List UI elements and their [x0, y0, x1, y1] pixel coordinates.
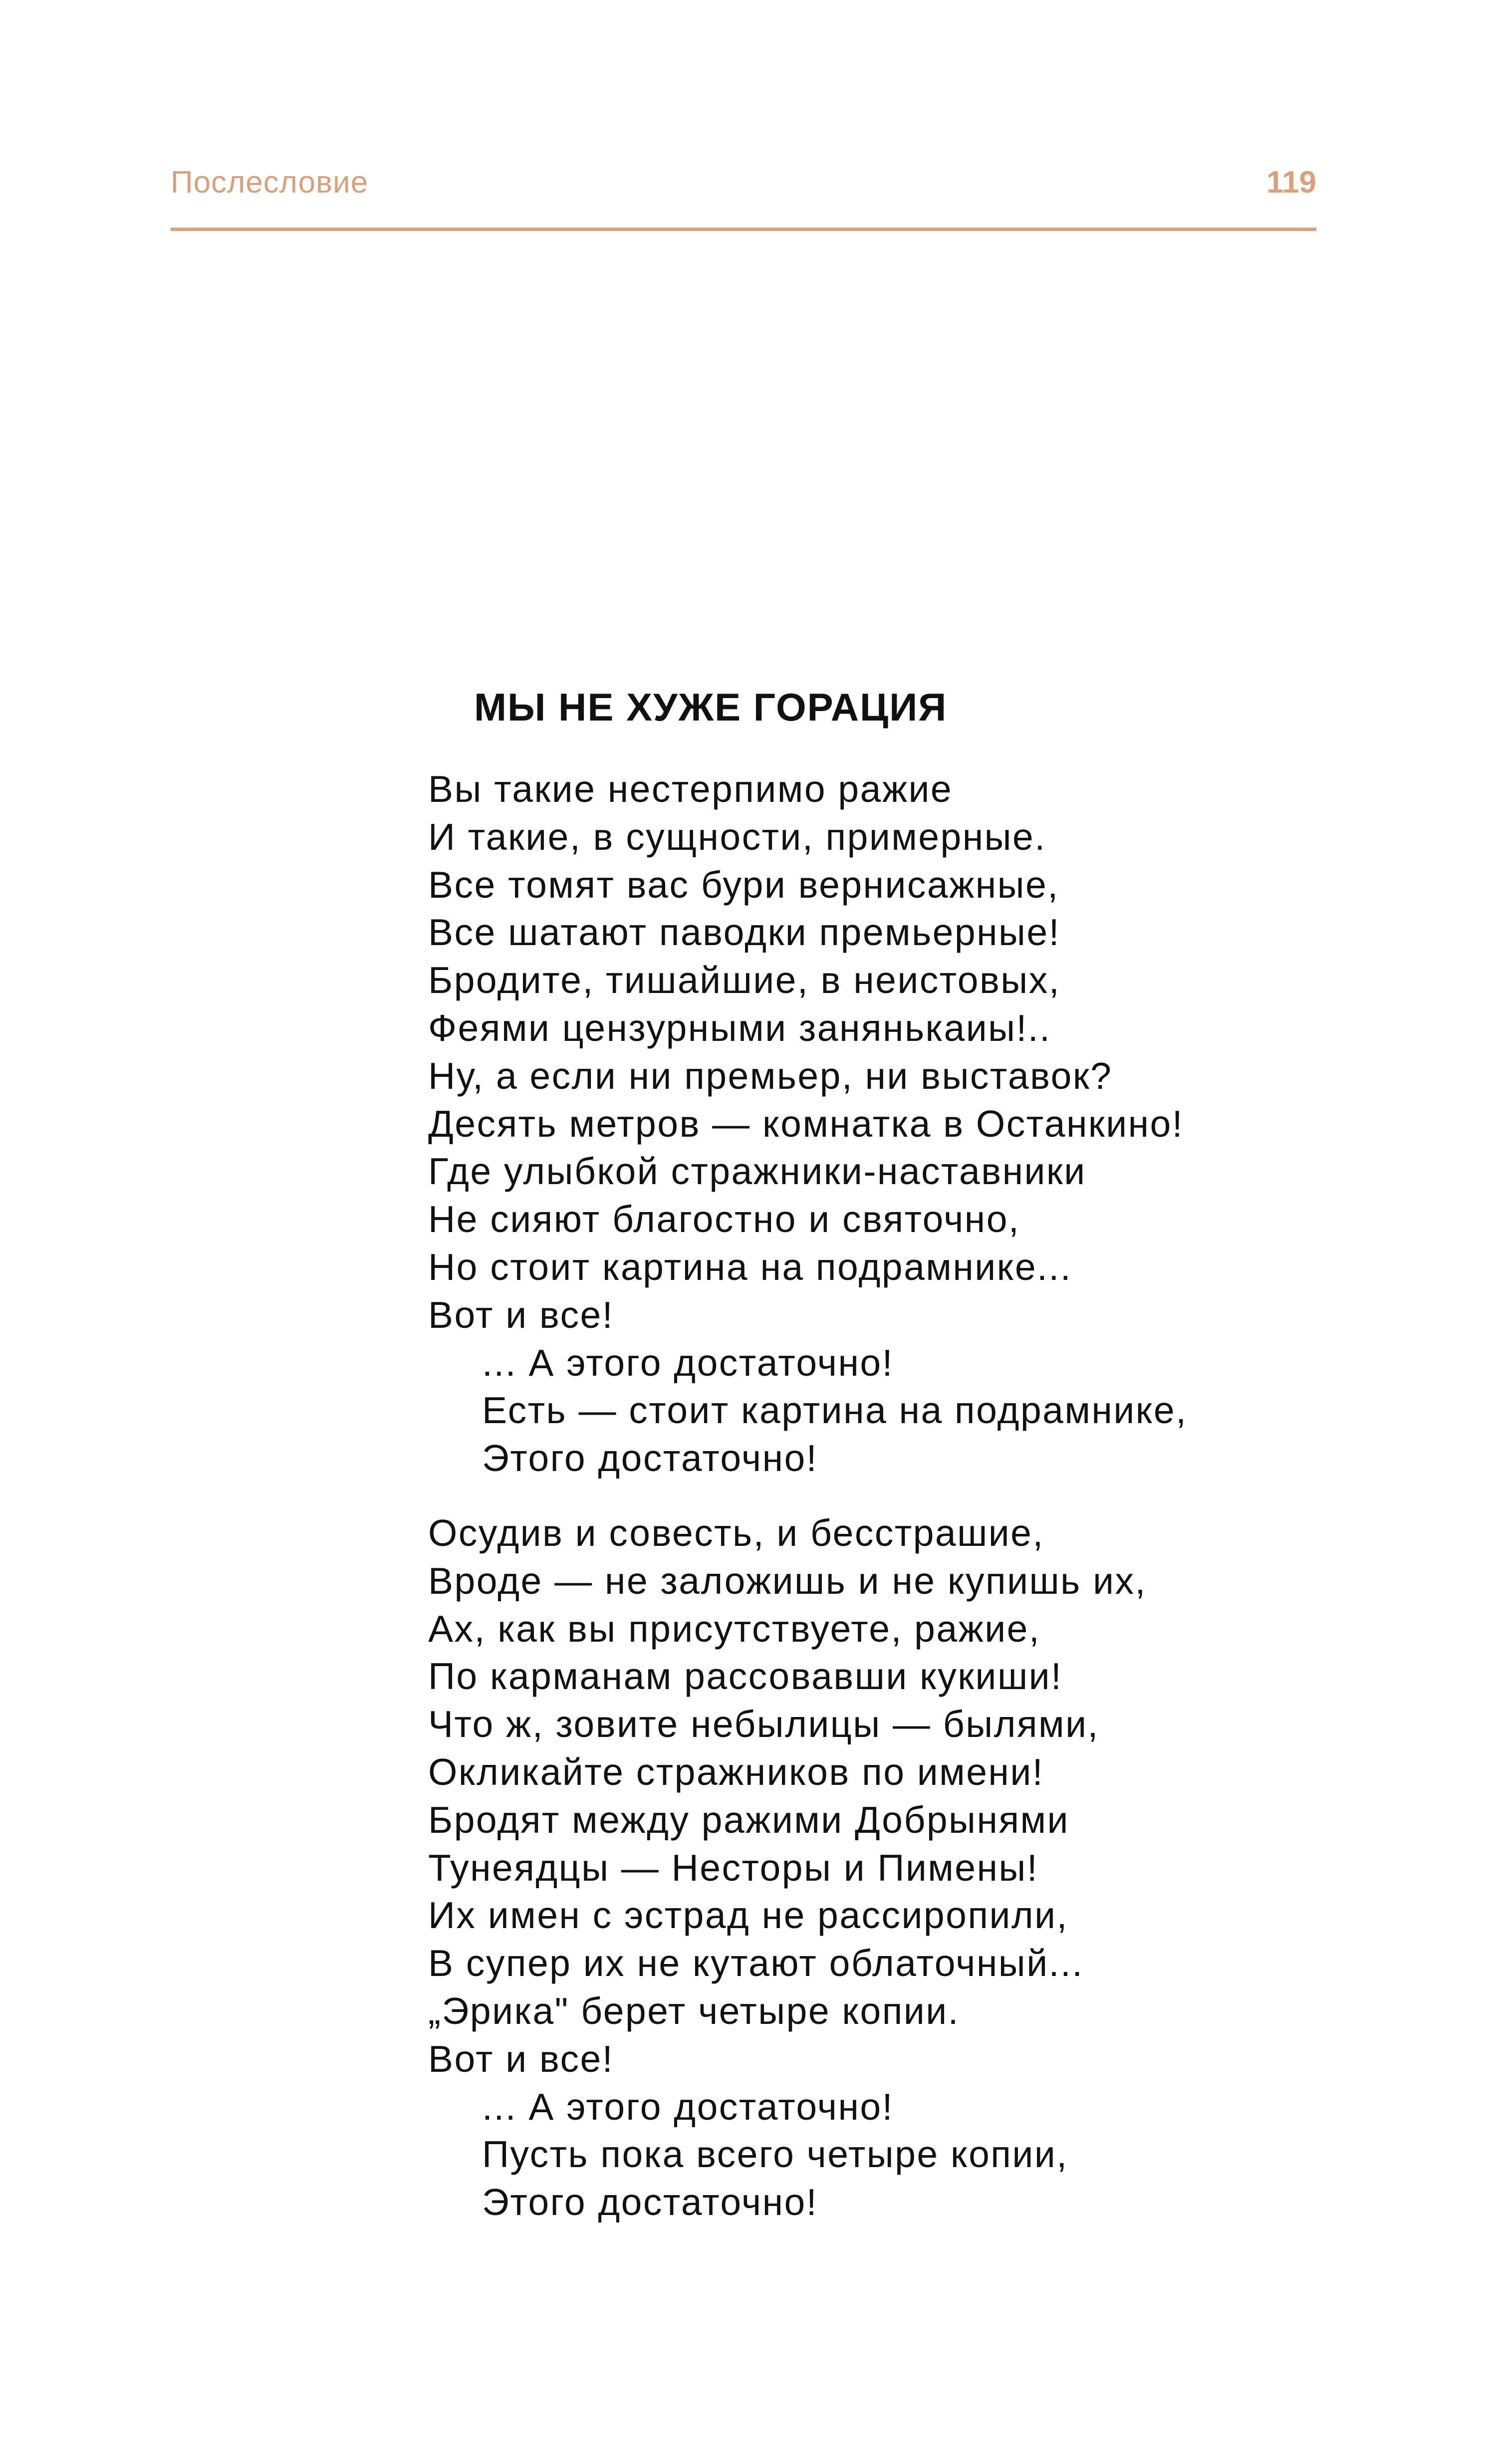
- stanza: [428, 1509, 1306, 2226]
- poem-line: Этого достаточно!: [482, 1437, 818, 1479]
- poem-line: Что ж, зовите небылицы — былями,: [428, 1703, 1099, 1745]
- poem-line: Этого достаточно!: [482, 2181, 818, 2223]
- running-head-section-name: Послесловие: [171, 165, 369, 200]
- poem-line: В супер их не кутают облаточный...: [428, 1942, 1084, 1984]
- poem-line: Пусть пока всего четыре копии,: [482, 2133, 1068, 2176]
- poem-line: Окликайте стражников по имени!: [428, 1750, 1044, 1793]
- poem-line: И такие, в сущности, примерные.: [428, 815, 1046, 858]
- poem-line: Ну, а если ни премьер, ни выставок?: [428, 1054, 1113, 1097]
- header-divider: [171, 228, 1316, 231]
- poem-line: Вроде — не заложишь и не купишь их,: [428, 1559, 1147, 1602]
- poem-title: МЫ НЕ ХУЖЕ ГОРАЦИЯ: [474, 685, 948, 729]
- poem-line: Вот и все!: [428, 1293, 614, 1336]
- poem-line: ... А этого достаточно!: [482, 2085, 894, 2128]
- poem-line: Вы такие нестерпимо ражие: [428, 768, 953, 810]
- poem-line: Бродите, тишайшие, в неистовых,: [428, 959, 1061, 1001]
- poem-line: Осудив и совесть, и бесстрашие,: [428, 1511, 1044, 1554]
- poem-line: Феями цензурными занянькаиы!..: [428, 1006, 1051, 1049]
- poem-line: Не сияют благостно и святочно,: [428, 1198, 1020, 1240]
- poem-line: Все шатают паводки премьерные!: [428, 911, 1060, 954]
- poem-line: Где улыбкой стражники-наставники: [428, 1150, 1086, 1193]
- poem-line: Все томят вас бури вернисажные,: [428, 863, 1059, 906]
- poem-line: ... А этого достаточно!: [482, 1341, 894, 1384]
- poem-line: Тунеядцы — Несторы и Пимены!: [428, 1846, 1039, 1889]
- poem-line: Но стоит картина на подрамнике...: [428, 1245, 1072, 1288]
- poem-line: Десять метров — комнатка в Останкино!: [428, 1102, 1184, 1145]
- poem-line: Их имен с эстрад не рассиропили,: [428, 1894, 1068, 1937]
- poem-line: По карманам рассовавши кукиши!: [428, 1655, 1063, 1698]
- running-head: [171, 165, 1316, 210]
- poem-line: Вот и все!: [428, 2037, 614, 2080]
- poem-body: [428, 765, 1306, 2226]
- page-number: 119: [1266, 165, 1316, 200]
- poem-line: Ах, как вы присутствуете, ражие,: [428, 1607, 1041, 1650]
- poem-line: „Эрика" берет четыре копии.: [428, 1989, 960, 2032]
- stanza: [428, 765, 1306, 1482]
- poem-line: Бродят между ражими Добрынями: [428, 1798, 1069, 1841]
- poem-line: Есть — стоит картина на подрамнике,: [482, 1389, 1188, 1432]
